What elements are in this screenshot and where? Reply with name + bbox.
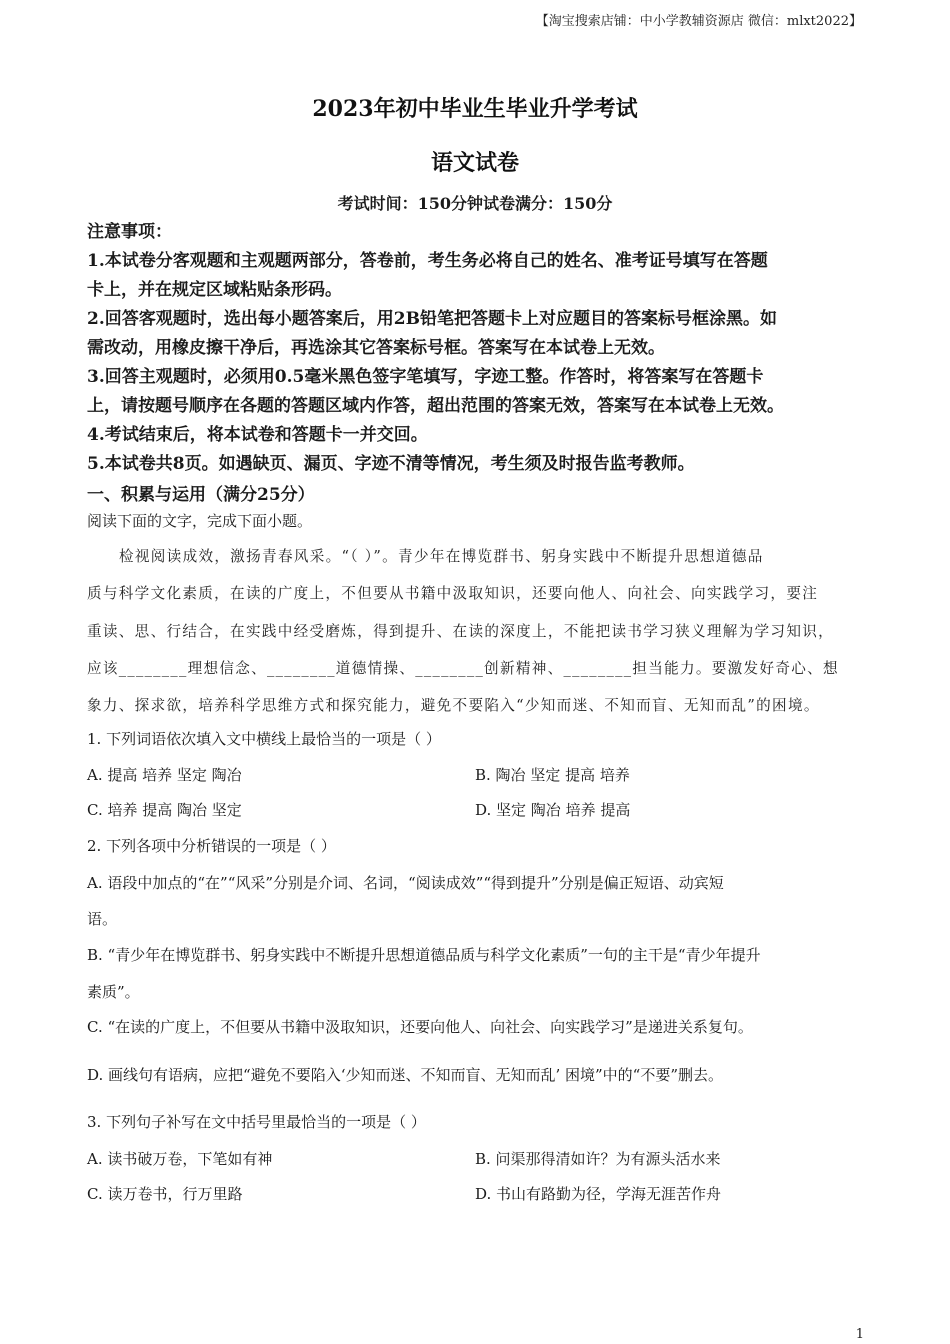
question-1-stem: 1. 下列词语依次填入文中横线上最恰当的一项是（ ）: [87, 730, 441, 748]
passage-line: 象力、探求欲，培养科学思维方式和探究能力，避免不要陷入“少知而迷、不知而盲、无知而乱”的困境。: [87, 697, 820, 714]
passage-line: 应该________理想信念、________道德情操、________创新精神、________担当能力。要激发好奇心、想: [87, 660, 839, 677]
q3-option-a: A. 读书破万卷，下笔如有神: [87, 1150, 273, 1168]
notice-line: 卡上，并在规定区域粘贴条形码。: [87, 280, 342, 300]
section-title: 一、积累与运用（满分25分）: [87, 485, 315, 505]
notice-heading: 注意事项：: [87, 222, 172, 242]
notice-block: [87, 218, 877, 479]
q3-option-b: B. 问渠那得清如许？为有源头活水来: [475, 1150, 721, 1168]
exam-title: 2023年初中毕业生毕业升学考试: [312, 96, 638, 122]
q2-option-a-cont: 语。: [87, 910, 118, 928]
notice-line: 4.考试结束后，将本试卷和答题卡一并交回。: [87, 425, 428, 445]
notice-line: 上，请按题号顺序在各题的答题区域内作答，超出范围的答案无效，答案写在本试卷上无效。: [87, 396, 784, 416]
notice-line: 需改动，用橡皮擦干净后，再选涂其它答案标号框。答案写在本试卷上无效。: [87, 338, 665, 358]
q2-option-b-cont: 素质”。: [87, 983, 140, 1001]
q2-option-c: C. “在读的广度上，不但要从书籍中汲取知识，还要向他人、向社会、向实践学习”是递进关系复句。: [87, 1018, 753, 1036]
q2-option-b: B. “青少年在博览群书、躬身实践中不断提升思想道德品质与科学文化素质”一句的主干是“青少年提升: [87, 946, 761, 964]
passage-line: 重读、思、行结合，在实践中经受磨炼，得到提升、在读的深度上，不能把读书学习狭义理解为学习知识，: [87, 623, 835, 640]
notice-line: 5.本试卷共8页。如遇缺页、漏页、字迹不清等情况，考生须及时报告监考教师。: [87, 454, 695, 474]
q1-option-d: D. 坚定 陶冶 培养 提高: [475, 801, 631, 819]
question-2-stem: 2. 下列各项中分析错误的一项是（ ）: [87, 837, 336, 855]
passage-line: 检视阅读成效，激扬青春风采。“（ ）”。青少年在博览群书、躬身实践中不断提升思想道德品: [119, 548, 764, 565]
notice-line: 3.回答主观题时，必须用0.5毫米黑色签字笔填写，字迹工整。作答时，将答案写在答题卡: [87, 367, 764, 387]
question-3-stem: 3. 下列句子补写在文中括号里最恰当的一项是（ ）: [87, 1113, 426, 1131]
q3-option-c: C. 读万卷书，行万里路: [87, 1185, 243, 1203]
q2-option-a: A. 语段中加点的“在”“风采”分别是介词、名词，“阅读成效”“得到提升”分别是偏正短语、动宾短: [87, 874, 724, 892]
q1-option-c: C. 培养 提高 陶冶 坚定: [87, 801, 242, 819]
exam-subtitle: 语文试卷: [430, 150, 519, 176]
q1-option-b: B. 陶冶 坚定 提高 培养: [475, 766, 630, 784]
page-number: 1: [855, 1327, 864, 1342]
q1-option-a: A. 提高 培养 坚定 陶冶: [87, 766, 242, 784]
passage-line: 质与科学文化素质，在读的广度上，不但要从书籍中汲取知识，还要向他人、向社会、向实践学习，要注: [87, 585, 819, 602]
header-note: 【淘宝搜索店铺：中小学教辅资源店 微信：mlxt2022】: [535, 14, 862, 29]
notice-line: 2.回答客观题时，选出每小题答案后，用2B铅笔把答题卡上对应题目的答案标号框涂黑。如: [87, 309, 777, 329]
q3-option-d: D. 书山有路勤为径，学海无涯苦作舟: [475, 1185, 722, 1203]
exam-info: 考试时间：150分钟试卷满分：150分: [337, 194, 613, 213]
notice-line: 1.本试卷分客观题和主观题两部分，答卷前，考生务必将自己的姓名、准考证号填写在答题: [87, 251, 768, 271]
reading-intro: 阅读下面的文字，完成下面小题。: [87, 512, 313, 530]
q2-option-d: D. 画线句有语病，应把“避免不要陷入‘少知而迷、不知而盲、无知而乱’ 困境”中的“不要”删去。: [87, 1066, 724, 1084]
